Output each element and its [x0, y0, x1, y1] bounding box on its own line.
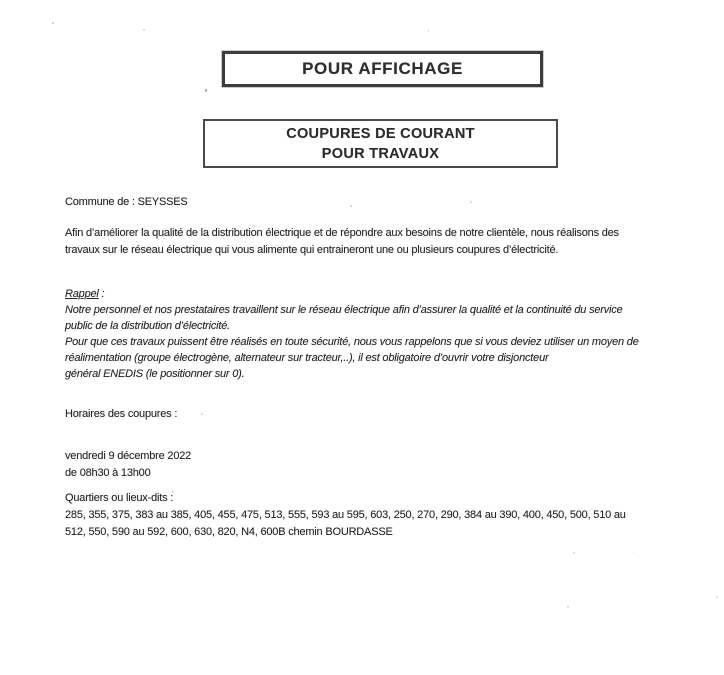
scan-speck — [567, 606, 569, 608]
quartiers-label: Quartiers ou lieux-dits : — [65, 492, 174, 504]
scan-speck — [201, 413, 203, 415]
intro-paragraph — [65, 225, 619, 259]
scan-speck — [68, 478, 69, 479]
horaires-label: Horaires des coupures : — [65, 408, 178, 420]
quartiers-line: 285, 355, 375, 383 au 385, 405, 455, 475, 513, 555, 593 au 595, 603, 250, 270, 290, 384 au 390, 400, 450, 500, 510 au — [65, 509, 626, 521]
schedule-block — [65, 448, 191, 482]
scan-speck — [716, 596, 718, 598]
title-line-1: COUPURES DE COURANT — [286, 125, 475, 142]
stamp-text: POUR AFFICHAGE — [302, 59, 463, 78]
scan-speck — [172, 491, 174, 493]
rappel-line: général ENEDIS (le positionner sur 0). — [65, 368, 245, 380]
rappel-line: réalimentation (groupe électrogène, alternateur sur tracteur,..), il est obligatoire d’ouvrir votre disjoncteur — [65, 352, 549, 364]
intro-line: travaux sur le réseau électrique qui vous alimente qui entraineront une ou plusieurs coupures d’électricité. — [65, 244, 559, 256]
rappel-line: public de la distribution d’électricité. — [65, 320, 231, 332]
rappel-line: Notre personnel et nos prestataires travaillent sur le réseau électrique afin d’assurer la qualité et la continuité du service — [65, 304, 623, 316]
quartiers-block — [65, 490, 626, 541]
rappel-label — [65, 286, 639, 302]
commune-line: Commune de : SEYSSES — [65, 196, 188, 208]
scan-speck — [438, 305, 440, 307]
scan-speck — [573, 552, 575, 554]
rappel-label-colon: : — [98, 288, 105, 300]
intro-line: Afin d’améliorer la qualité de la distribution électrique et de répondre aux besoins de notre clientèle, nous réalisons des — [65, 227, 619, 239]
scan-speck — [350, 205, 352, 207]
scan-speck — [470, 201, 472, 203]
rappel-section — [65, 286, 639, 382]
rappel-line: Pour que ces travaux puissent être réalisés en toute sécurité, nous vous rappelons que si vous deviez utiliser un moyen de — [65, 336, 639, 348]
scan-speck — [428, 30, 429, 32]
schedule-date: vendredi 9 décembre 2022 — [65, 450, 192, 462]
rappel-label-word: Rappel — [65, 288, 99, 300]
scan-speck — [143, 29, 145, 31]
title-line-2: POUR TRAVAUX — [321, 145, 440, 162]
title-box — [203, 119, 558, 168]
scan-speck — [633, 552, 634, 553]
scan-speck — [205, 89, 207, 92]
scan-speck — [52, 22, 54, 24]
schedule-time: de 08h30 à 13h00 — [65, 467, 151, 479]
quartiers-line: 512, 550, 590 au 592, 600, 630, 820, N4, 600B chemin BOURDASSE — [65, 526, 393, 538]
stamp-box — [222, 51, 543, 87]
